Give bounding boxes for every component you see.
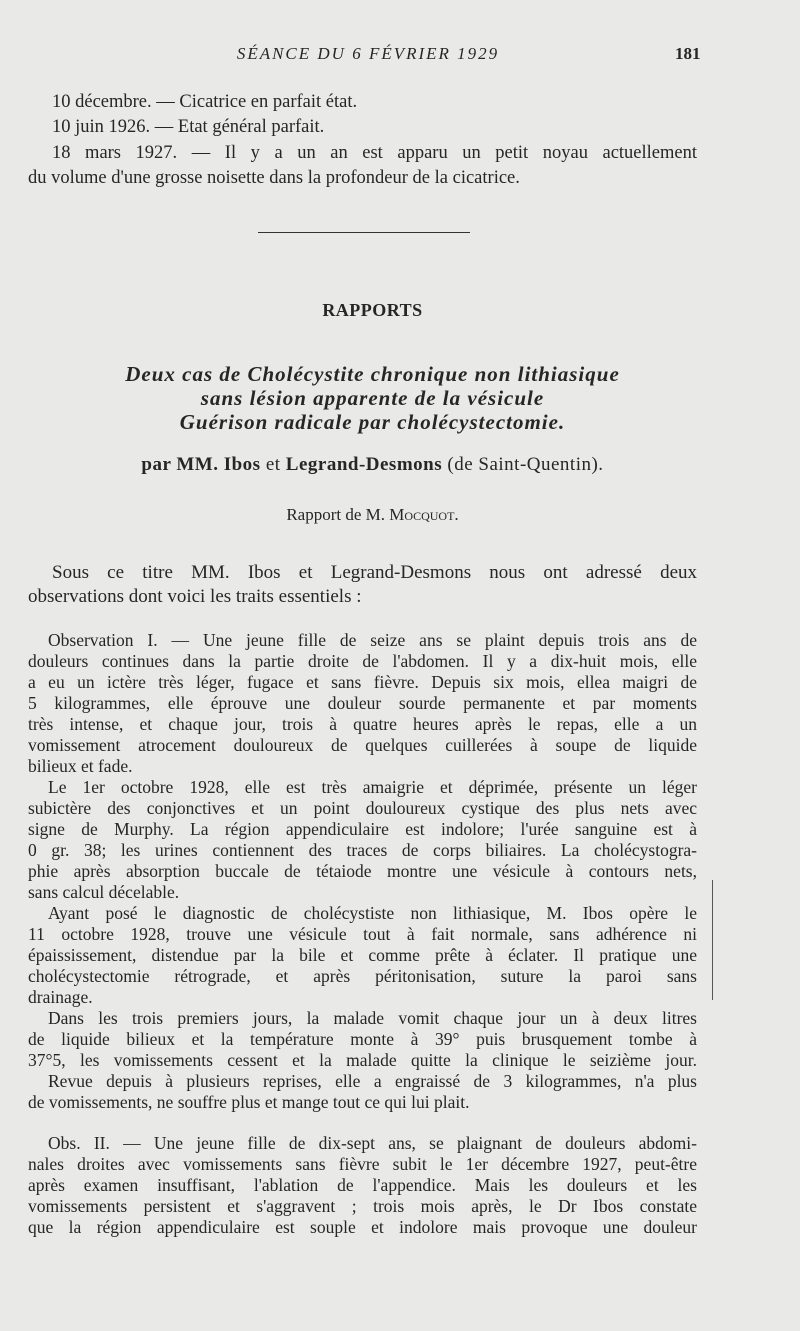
- author-name: Legrand-Desmons: [285, 454, 443, 475]
- body-line: bilieux et fade.: [28, 756, 133, 776]
- body-line: sans calcul décelable.: [28, 882, 180, 902]
- article-title-line: sans lésion apparente de la vésicule: [200, 386, 545, 410]
- running-title: SÉANCE DU 6 FÉVRIER 1929: [236, 44, 500, 63]
- body-line: après examen insuffisant, l'ablation de l'appendice. Mais les douleurs et les: [28, 1175, 697, 1195]
- text-line: 18 mars 1927. — Il y a un an est apparu un petit noyau actuellement: [52, 143, 697, 163]
- body-line: Ayant posé le diagnostic de cholécystiste non lithiasique, M. Ibos opère le: [48, 903, 697, 923]
- text-line: du volume d'une grosse noisette dans la profondeur de la cicatrice.: [28, 168, 520, 188]
- page-number: 181: [675, 44, 701, 63]
- body-line: épaississement, distendue par la bile et comme prête à éclater. Il pratique une: [28, 945, 697, 965]
- authors-affiliation: (de Saint-Quentin).: [447, 454, 604, 475]
- body-line: très intense, et chaque jour, trois à quatre heures après le repas, elle a un: [28, 714, 697, 734]
- body-line: Revue depuis à plusieurs reprises, elle a engraissé de 3 kilogrammes, n'a plus: [48, 1071, 697, 1091]
- body-line: vomissement atrocement douloureux de quelques cuillerées à soupe de liquide: [28, 735, 697, 755]
- body-line: nales droites avec vomissements sans fièvre subit le 1er décembre 1927, peut-être: [28, 1154, 697, 1174]
- section-divider: [258, 232, 470, 233]
- text-line: 10 juin 1926. — Etat général parfait.: [52, 117, 325, 137]
- body-line: signe de Murphy. La région appendiculaire est indolore; l'urée sanguine est à: [28, 819, 697, 839]
- body-line: 11 octobre 1928, trouve une vésicule tout à fait normale, sans adhérence ni: [28, 924, 697, 944]
- article-title-line: Deux cas de Cholécystite chronique non lithiasique: [125, 362, 620, 386]
- body-line: Obs. II. — Une jeune fille de dix-sept ans, se plaignant de douleurs abdomi-: [48, 1133, 697, 1153]
- body-line: drainage.: [28, 987, 93, 1007]
- body-line: 37°5, les vomissements cessent et la malade quitte la clinique le seizième jour.: [28, 1050, 697, 1070]
- body-line: Observation I. — Une jeune fille de seize ans se plaint depuis trois ans de: [48, 630, 697, 650]
- body-line: Le 1er octobre 1928, elle est très amaigrie et déprimée, présente un léger: [48, 777, 697, 797]
- section-heading: RAPPORTS: [322, 300, 423, 320]
- reporter-prefix: Rapport de M.: [286, 505, 386, 524]
- body-line: Dans les trois premiers jours, la malade vomit chaque jour un à deux litres: [48, 1008, 697, 1028]
- article-title-line: Guérison radicale par cholécystectomie.: [179, 410, 566, 434]
- body-line: de liquide bilieux et la température monte à 39° puis brusquement tombe à: [28, 1029, 697, 1049]
- body-line: cholécystectomie rétrograde, et après péritonisation, suture la paroi sans: [28, 966, 697, 986]
- author-name: Ibos: [223, 454, 261, 475]
- body-line: phie après absorption buccale de tétaiode montre une vésicule à contours nets,: [28, 861, 697, 881]
- reporter-line: [0, 505, 745, 525]
- text-line: 10 décembre. — Cicatrice en parfait état.: [52, 92, 358, 112]
- body-line: douleurs continues dans la partie droite de l'abdomen. Il y a dix-huit mois, elle: [28, 651, 697, 671]
- authors-prefix: par MM.: [141, 454, 219, 475]
- body-line: que la région appendiculaire est souple et indolore mais provoque une douleur: [28, 1217, 697, 1237]
- body-line: 5 kilogrammes, elle éprouve une douleur sourde permanente et par moments: [28, 693, 697, 713]
- intro-line: Sous ce titre MM. Ibos et Legrand-Desmons nous ont adressé deux: [52, 562, 697, 583]
- reporter-name: Mocquot.: [389, 505, 459, 524]
- authors-line: [0, 454, 745, 476]
- running-header: [0, 44, 800, 70]
- margin-mark: [712, 880, 727, 1000]
- body-line: subictère des conjonctives et un point douloureux cystique des plus nets avec: [28, 798, 697, 818]
- body-line: 0 gr. 38; les urines contiennent des traces de corps biliaires. La cholécystogra-: [28, 840, 697, 860]
- body-line: a eu un ictère très léger, fugace et sans fièvre. Depuis six mois, ellea maigri de: [28, 672, 697, 692]
- authors-connector: et: [265, 454, 281, 475]
- body-line: de vomissements, ne souffre plus et mange tout ce qui lui plait.: [28, 1092, 470, 1112]
- intro-line: observations dont voici les traits essentiels :: [28, 586, 362, 607]
- body-line: vomissements persistent et s'aggravent ; trois mois après, le Dr Ibos constate: [28, 1196, 697, 1216]
